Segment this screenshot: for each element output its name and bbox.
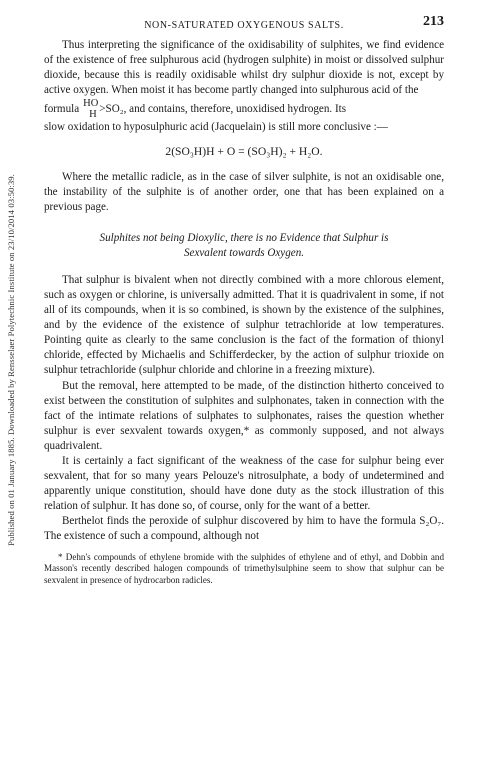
- section-title-line-1: Sulphites not being Dioxylic, there is no Evidence that Sulphur is: [99, 231, 389, 244]
- formula-line: [44, 98, 444, 120]
- download-stamp: [0, 40, 22, 680]
- section-title: [44, 231, 444, 261]
- paragraph-5: It is certainly a fact significant of the weakness of the case for sulphur being ever sexvalent, that for so many years Pelouze's nitrosulphate, a body of undetermined and apparently unique constitution, should have done duty as the stock illustration of this relation of sulphur. It has done so, of course, only for the want of a better.: [44, 454, 444, 513]
- paragraph-1: Thus interpreting the significance of the oxidisability of sulphites, we find evidence of the existence of free sulphurous acid (hydrogen sulphite) in moist or dissolved sulphur dioxide, because this is readily oxidisable whilst dry sulphur dioxide is not, except by active oxygen. When moist it has become partly changed into sulphurous acid of the: [44, 39, 444, 97]
- page-number: 213: [423, 14, 444, 29]
- paragraph-4: But the removal, here attempted to be made, of the distinction hitherto conceived to exist between the constitution of sulphites and sulphonates, taken in connection with the fact of the intimate relations of sulphates to sulphonates, raises the question whether sulphur is ever sexvalent towards oxygen,* as commonly supposed, and not always quadrivalent.: [44, 379, 444, 452]
- page-body: [44, 12, 444, 587]
- running-head: NON-SATURATED OXYGENOUS SALTS.: [144, 20, 344, 31]
- fraction-top: HO: [83, 98, 99, 110]
- download-stamp-text: Published on 01 January 1885. Downloaded by Rensselaer Polytechnic Institute on 23/10/2014 03:50:39.: [6, 174, 17, 546]
- page-header: [44, 12, 444, 34]
- paragraph-1-tail: slow oxidation to hyposulphuric acid (Jacquelain) is still more conclusive :—: [44, 121, 388, 134]
- footnote-text: * Dehn's compounds of ethylene bromide with the sulphides of ethylene and of ethyl, and Dobbin and Masson's recently described halogen compounds of trimethylsulphine seem to show that sulphur can be sexvalent in presence of hydrocarbon radicles.: [44, 551, 444, 586]
- equation: 2(SO₃H)H + O = (SO₃H)₂ + H₂O.: [165, 145, 323, 159]
- footnote: [44, 552, 444, 587]
- paragraph-3: That sulphur is bivalent when not directly combined with a more chlorous element, such as oxygen or chlorine, is universally admitted. That it is quadrivalent in some, if not all of its compounds, when it is so combined, is shown by the existence of the sulphines, and by the evidence of the existence of sulphur tetrachloride at low temperatures. Pointing quite as clearly to the same conclusion is the fact of the formation of thionyl chloride, effected by Michaelis and Schifferdecker, by the action of sulphur trioxide on sulphur tetrachloride (sulphur chloride and chlorine in a freezing mixture).: [44, 273, 444, 377]
- paragraph-2: Where the metallic radicle, as in the case of silver sulphite, is not an oxidisable one, the instability of the sulphite is of another order, one that has been explained on a previous page.: [44, 170, 444, 213]
- formula-prefix: formula: [44, 102, 80, 115]
- section-title-line-2: Sexvalent towards Oxygen.: [183, 246, 305, 259]
- fraction-bottom: H: [89, 109, 97, 121]
- formula-suffix: >SO₂, and contains, therefore, unoxidised hydrogen. Its: [99, 102, 347, 115]
- paragraph-6: Berthelot finds the peroxide of sulphur discovered by him to have the formula S₂O₇. The existence of such a compound, although not: [44, 515, 444, 543]
- formula-fraction: [83, 98, 98, 120]
